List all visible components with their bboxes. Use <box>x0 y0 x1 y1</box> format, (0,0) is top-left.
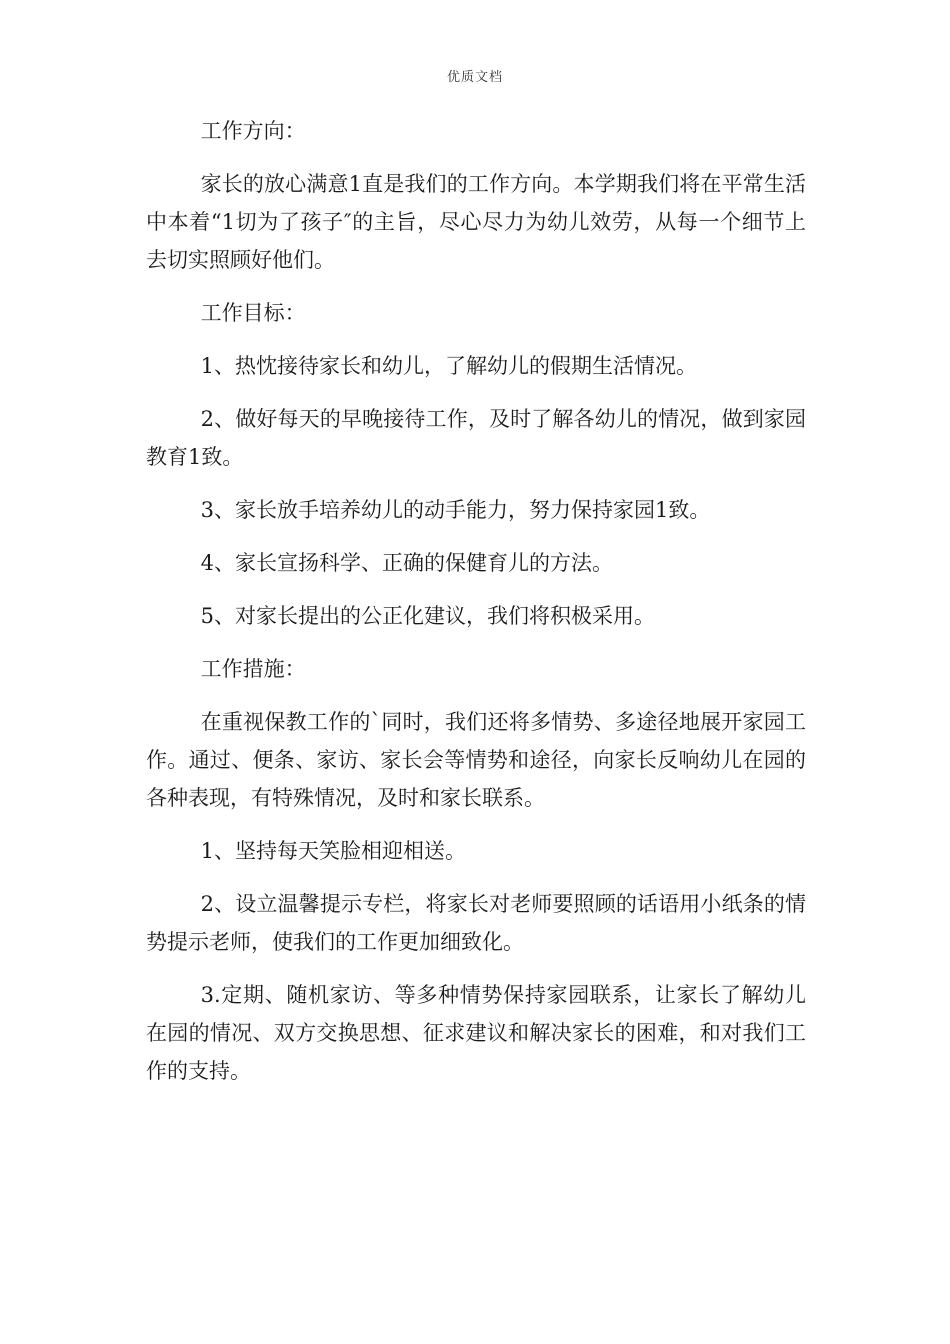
document-body <box>146 112 806 1105</box>
goal-item-3: 3、家长放手培养幼儿的动手能力，努力保持家园1致。 <box>200 498 711 522</box>
measure-item-2: 2、设立温馨提示专栏，将家长对老师要照顾的话语用小纸条的情势提示老师，使我们的工作更加细致化。 <box>146 892 806 954</box>
measure-item-1: 1、坚持每天笑脸相迎相送。 <box>200 839 466 863</box>
paragraph-work-direction: 家长的放心满意1直是我们的工作方向。本学期我们将在平常生活中本着“1切为了孩子″的主旨，尽心尽力为幼儿效劳，从每一个细节上去切实照顾好他们。 <box>146 172 806 272</box>
page-header: 优质文档 <box>446 70 503 85</box>
heading-work-goals: 工作目标： <box>200 301 306 325</box>
measure-item-3: 3.定期、随机家访、等多种情势保持家园联系，让家长了解幼儿在园的情况、双方交换思想、征求建议和解决家长的困难，和对我们工作的支持。 <box>146 983 806 1083</box>
heading-work-measures: 工作措施： <box>200 657 306 681</box>
goal-item-4: 4、家长宣扬科学、正确的保健育儿的方法。 <box>200 551 613 575</box>
goal-item-5: 5、对家长提出的公正化建议，我们将积极采用。 <box>200 604 655 628</box>
goal-item-2: 2、做好每天的早晚接待工作，及时了解各幼儿的情况，做到家园教育1致。 <box>146 407 806 469</box>
paragraph-work-measures: 在重视保教工作的`同时，我们还将多情势、多途径地展开家园工作。通过、便条、家访、家长会等情势和途径，向家长反响幼儿在园的各种表现，有特殊情况，及时和家长联系。 <box>146 710 806 810</box>
heading-work-direction: 工作方向： <box>200 119 306 143</box>
goal-item-1: 1、热忱接待家长和幼儿，了解幼儿的假期生活情况。 <box>200 354 697 378</box>
